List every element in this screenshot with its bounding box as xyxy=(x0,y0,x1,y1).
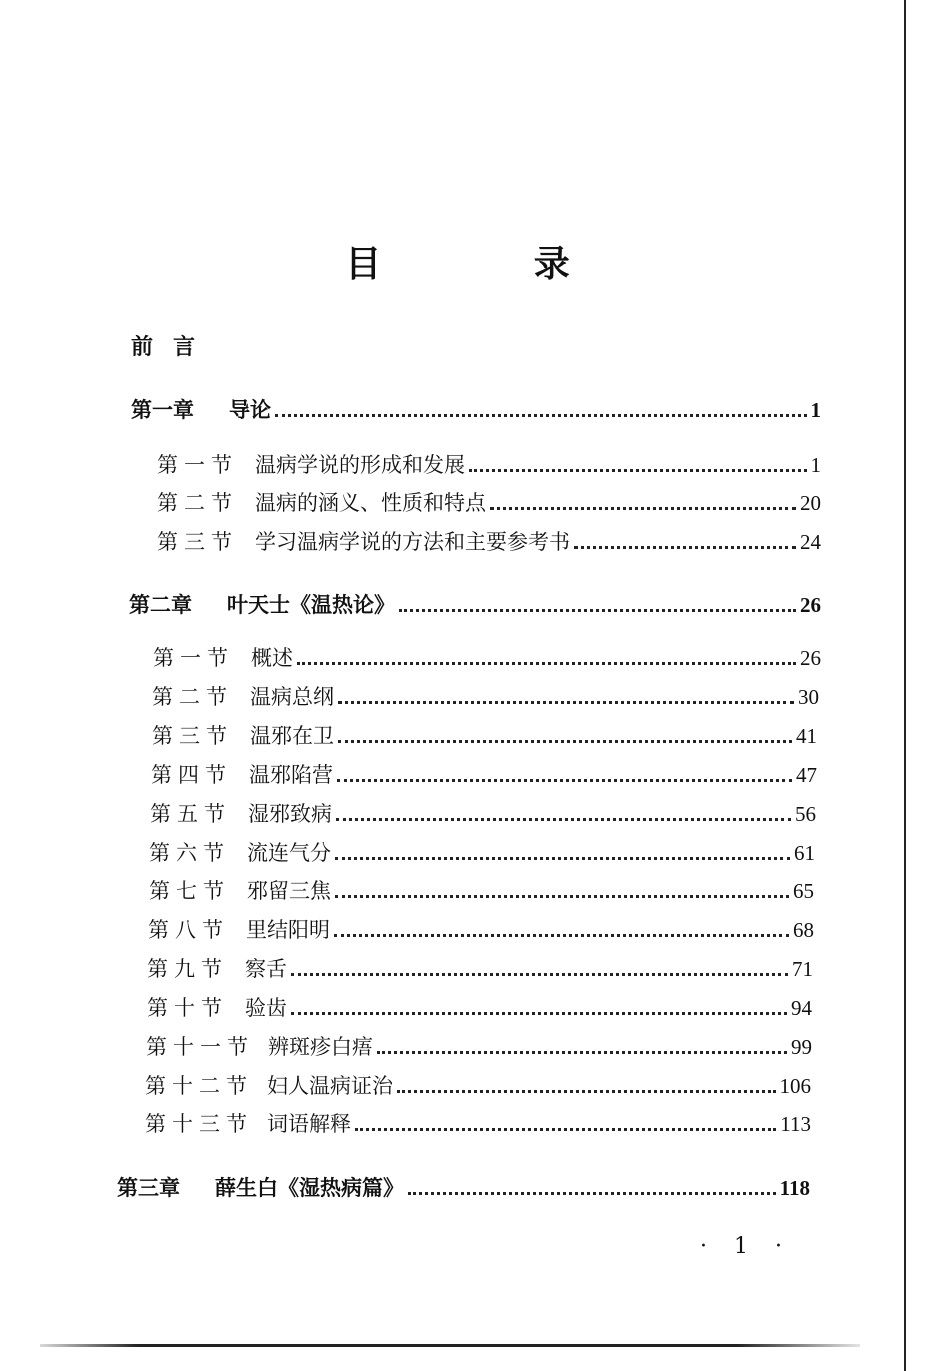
page-title: 目 录 xyxy=(345,243,640,285)
toc-section[interactable] xyxy=(151,759,817,789)
toc-section-name: 湿邪致病 xyxy=(248,802,332,826)
toc-section-label: 第六节 xyxy=(149,841,230,865)
toc-section[interactable] xyxy=(146,1031,812,1061)
toc-section-label: 第十一节 xyxy=(146,1035,254,1059)
toc-section-label: 第三节 xyxy=(157,530,238,554)
dot-leader xyxy=(335,856,790,860)
toc-page-number: 68 xyxy=(793,918,814,942)
toc-section[interactable] xyxy=(153,642,821,672)
toc-section-name: 邪留三焦 xyxy=(247,879,331,903)
dot-leader xyxy=(336,817,791,821)
toc-chapter-2[interactable] xyxy=(129,589,821,619)
toc-chapter-name: 叶天士《温热论》 xyxy=(227,592,395,617)
dot-leader xyxy=(399,608,796,612)
page-number: · 1 · xyxy=(700,1234,792,1259)
toc-chapter-name: 薛生白《湿热病篇》 xyxy=(215,1175,404,1200)
dot-leader xyxy=(335,894,789,898)
toc-section-label: 第八节 xyxy=(148,918,229,942)
toc-page-number: 30 xyxy=(798,685,819,709)
toc-section-name: 词语解释 xyxy=(267,1112,351,1136)
toc-section-label: 第十二节 xyxy=(145,1074,253,1098)
toc-chapter-3[interactable] xyxy=(117,1172,810,1202)
dot-leader xyxy=(338,700,794,704)
toc-page-number: 41 xyxy=(796,724,817,748)
toc-section-label: 第一节 xyxy=(157,453,238,477)
dot-leader xyxy=(574,545,796,549)
toc-section[interactable] xyxy=(149,875,814,905)
toc-section-name: 温病的涵义、性质和特点 xyxy=(255,491,486,515)
toc-page-number: 1 xyxy=(810,453,821,477)
toc-section-name: 流连气分 xyxy=(247,841,331,865)
toc-section[interactable] xyxy=(157,449,821,479)
toc-section[interactable] xyxy=(152,681,819,711)
dot-leader xyxy=(469,468,807,472)
dot-leader xyxy=(397,1089,776,1093)
dot-leader xyxy=(408,1191,776,1195)
toc-page-number: 24 xyxy=(800,530,821,554)
toc-section-label: 第四节 xyxy=(151,763,232,787)
toc-page-number: 118 xyxy=(779,1176,810,1200)
dot-leader xyxy=(355,1127,776,1131)
toc-section[interactable] xyxy=(145,1108,811,1138)
page-edge-line xyxy=(904,0,906,1371)
toc-section-name: 妇人温病证治 xyxy=(267,1074,393,1098)
toc-section-name: 温病总纲 xyxy=(250,685,334,709)
toc-section-label: 第七节 xyxy=(149,879,230,903)
toc-page-number: 26 xyxy=(800,593,821,617)
toc-chapter-label: 第一章 xyxy=(131,397,194,422)
dot-leader xyxy=(275,413,807,417)
toc-page-number: 20 xyxy=(800,491,821,515)
toc-section-label: 第五节 xyxy=(150,802,231,826)
toc-page-number: 56 xyxy=(795,802,816,826)
toc-section[interactable] xyxy=(157,526,821,556)
toc-section-label: 第二节 xyxy=(157,491,238,515)
bottom-rule xyxy=(40,1344,860,1347)
toc-section[interactable] xyxy=(147,953,813,983)
toc-section[interactable] xyxy=(149,837,815,867)
dot-leader xyxy=(377,1050,787,1054)
toc-page-number: 94 xyxy=(791,996,812,1020)
toc-section[interactable] xyxy=(152,720,817,750)
preface-heading: 前言 xyxy=(131,334,216,360)
toc-section-label: 第十三节 xyxy=(145,1112,253,1136)
toc-section-name: 温病学说的形成和发展 xyxy=(255,453,465,477)
toc-section-name: 学习温病学说的方法和主要参考书 xyxy=(255,530,570,554)
toc-section[interactable] xyxy=(148,914,814,944)
toc-page-number: 113 xyxy=(780,1112,811,1136)
toc-section-name: 温邪陷营 xyxy=(249,763,333,787)
toc-section-name: 里结阳明 xyxy=(246,918,330,942)
toc-page-number: 47 xyxy=(796,763,817,787)
dot-leader xyxy=(334,933,789,937)
dot-leader xyxy=(291,972,788,976)
toc-chapter-1[interactable] xyxy=(131,394,821,424)
toc-section-name: 验齿 xyxy=(245,996,287,1020)
toc-section[interactable] xyxy=(145,1070,811,1100)
toc-section-name: 辨斑疹白痦 xyxy=(268,1035,373,1059)
toc-chapter-name: 导论 xyxy=(229,397,271,422)
dot-leader xyxy=(337,778,792,782)
toc-page-number: 1 xyxy=(810,398,821,422)
toc-page-number: 71 xyxy=(792,957,813,981)
toc-page-number: 65 xyxy=(793,879,814,903)
toc-section[interactable] xyxy=(157,487,821,517)
toc-section[interactable] xyxy=(147,992,812,1022)
toc-page-number: 61 xyxy=(794,841,815,865)
dot-leader xyxy=(291,1011,787,1015)
toc-section-label: 第十节 xyxy=(147,996,228,1020)
toc-section-name: 概述 xyxy=(251,646,293,670)
toc-section-name: 察舌 xyxy=(245,957,287,981)
dot-leader xyxy=(490,506,796,510)
toc-section-label: 第一节 xyxy=(153,646,234,670)
toc-chapter-label: 第二章 xyxy=(129,592,192,617)
toc-page-number: 26 xyxy=(800,646,821,670)
toc-section-label: 第九节 xyxy=(147,957,228,981)
toc-page-number: 99 xyxy=(791,1035,812,1059)
toc-section[interactable] xyxy=(150,798,816,828)
toc-section-name: 温邪在卫 xyxy=(250,724,334,748)
toc-section-label: 第二节 xyxy=(152,685,233,709)
toc-page-number: 106 xyxy=(779,1074,811,1098)
toc-section-label: 第三节 xyxy=(152,724,233,748)
toc-chapter-label: 第三章 xyxy=(117,1175,180,1200)
dot-leader xyxy=(297,661,796,665)
dot-leader xyxy=(338,739,792,743)
